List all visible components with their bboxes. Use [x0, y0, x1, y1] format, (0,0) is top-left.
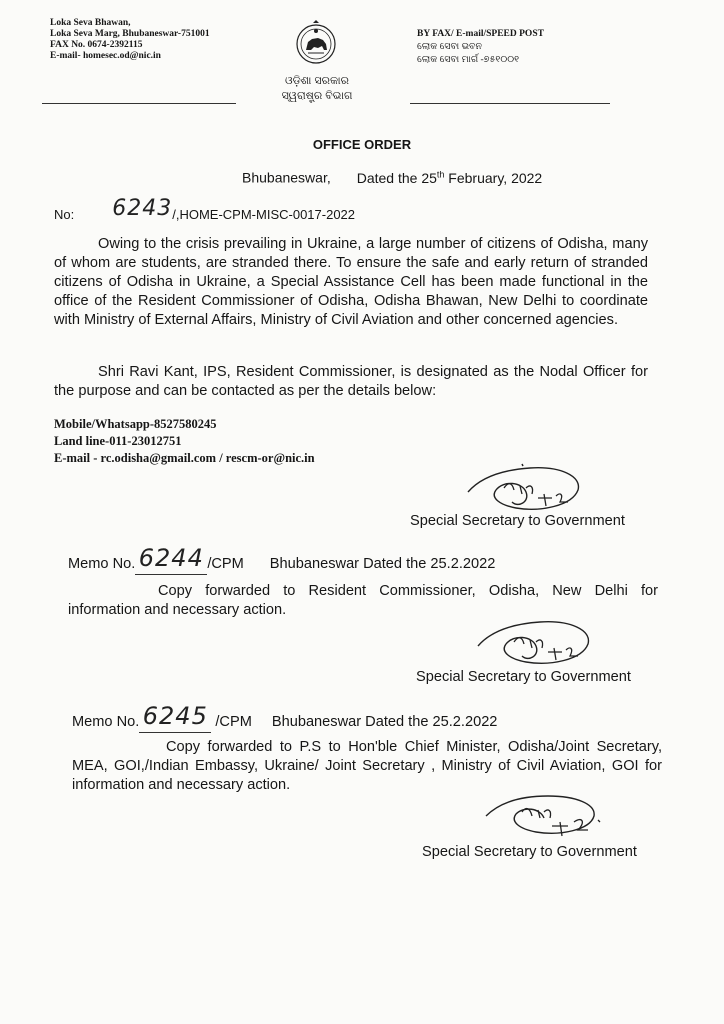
paragraph-text: Shri Ravi Kant, IPS, Resident Commissioner, is designated as the Nodal Officer for the purpose and can be contacted as per the details below: [54, 364, 648, 399]
no-label: No: [54, 207, 75, 222]
handwritten-order-number: 6243 [112, 196, 173, 221]
order-date [357, 170, 542, 186]
email-contact: E-mail - rc.odisha@gmail.com / rescm-or@nic.in [54, 451, 315, 465]
department-name-odia [276, 74, 358, 104]
address-line: Loka Seva Marg, Bhubaneswar-751001 [50, 29, 210, 39]
govt-odisha-odia: ଓଡ଼ିଶା ସରକାର [285, 75, 349, 87]
fax-line: FAX No. 0674-2392115 [50, 40, 143, 50]
order-paragraph-1 [54, 235, 648, 330]
paragraph-text: Owing to the crisis prevailing in Ukraine, a large number of citizens of Odisha, many of whom are students, are stranded there. To ensure the safe and early return of stranded citizens of Odisha in Ukraine, a Special Assistance Cell has been made functional in the office of the Resident Commissioner of Odisha, Odisha Bhawan, New Delhi to coordinate with Ministry of External Affairs, Ministry of Civil Aviation and other concerned agencies. [54, 236, 648, 328]
date-sup: th [436, 169, 445, 179]
order-reference: /,HOME-CPM-MISC-0017-2022 [172, 207, 356, 222]
memo-text: Copy forwarded to P.S to Hon'ble Chief Minister, Odisha/Joint Secretary, MEA, GOI,/Indian Embassy, Ukraine/ Joint Secretary , Ministry of Civil Aviation, GOI for information and necessary action. [72, 739, 662, 793]
signatory-title: Special Secretary to Government [422, 844, 637, 860]
memo-suffix: /CPM [207, 556, 244, 572]
home-dept-odia: ସ୍ୱରାଷ୍ଟ୍ର ବିଭାଗ [281, 90, 353, 102]
address-odia-line: ଲୋକ ସେବା ମାର୍ଗ -୭୫୧୦୦୧ [417, 55, 520, 65]
memo-line-2 [72, 704, 497, 733]
date-prefix: Dated the 25 [356, 169, 437, 186]
odisha-emblem-icon [294, 20, 338, 66]
memo-prefix: Memo No. [68, 556, 136, 572]
delivery-block [417, 28, 544, 67]
address-line: Loka Seva Bhawan, [50, 18, 131, 28]
memo-number-field [139, 704, 211, 733]
memo-line-1 [68, 546, 495, 575]
mobile-contact: Mobile/Whatsapp-8527580245 [54, 417, 217, 431]
place: Bhubaneswar, [242, 169, 331, 186]
date-suffix: February, 2022 [444, 169, 543, 186]
handwritten-memo-number: 6245 [142, 702, 208, 730]
memo-text: Copy forwarded to Resident Commissioner, Odisha, New Delhi for information and necessary action. [68, 583, 658, 618]
memo-date: Bhubaneswar Dated the 25.2.2022 [271, 714, 498, 730]
landline-contact: Land line-011-23012751 [54, 434, 182, 448]
signatory-title: Special Secretary to Government [410, 513, 625, 529]
delivery-label: BY FAX/ E-mail/SPEED POST [417, 29, 544, 39]
order-title: OFFICE ORDER [312, 137, 412, 152]
header-rule-right [410, 103, 610, 104]
signatory-title: Special Secretary to Government [416, 669, 631, 685]
memo-number-field [135, 546, 207, 575]
header-rule-left [42, 103, 236, 104]
memo-suffix: /CPM [211, 714, 252, 730]
address-odia-line: ଲୋକ ସେବା ଭବନ [417, 42, 483, 52]
memo-date: Bhubaneswar Dated the 25.2.2022 [269, 556, 496, 572]
order-number-line [54, 196, 356, 225]
order-paragraph-2 [54, 363, 648, 401]
memo-prefix: Memo No. [72, 714, 140, 730]
nodal-officer-contacts [54, 416, 315, 467]
email-line: E-mail- homesec.od@nic.in [50, 51, 161, 61]
handwritten-memo-number: 6244 [138, 544, 204, 572]
order-date-line [242, 169, 542, 186]
sender-address [50, 18, 210, 62]
